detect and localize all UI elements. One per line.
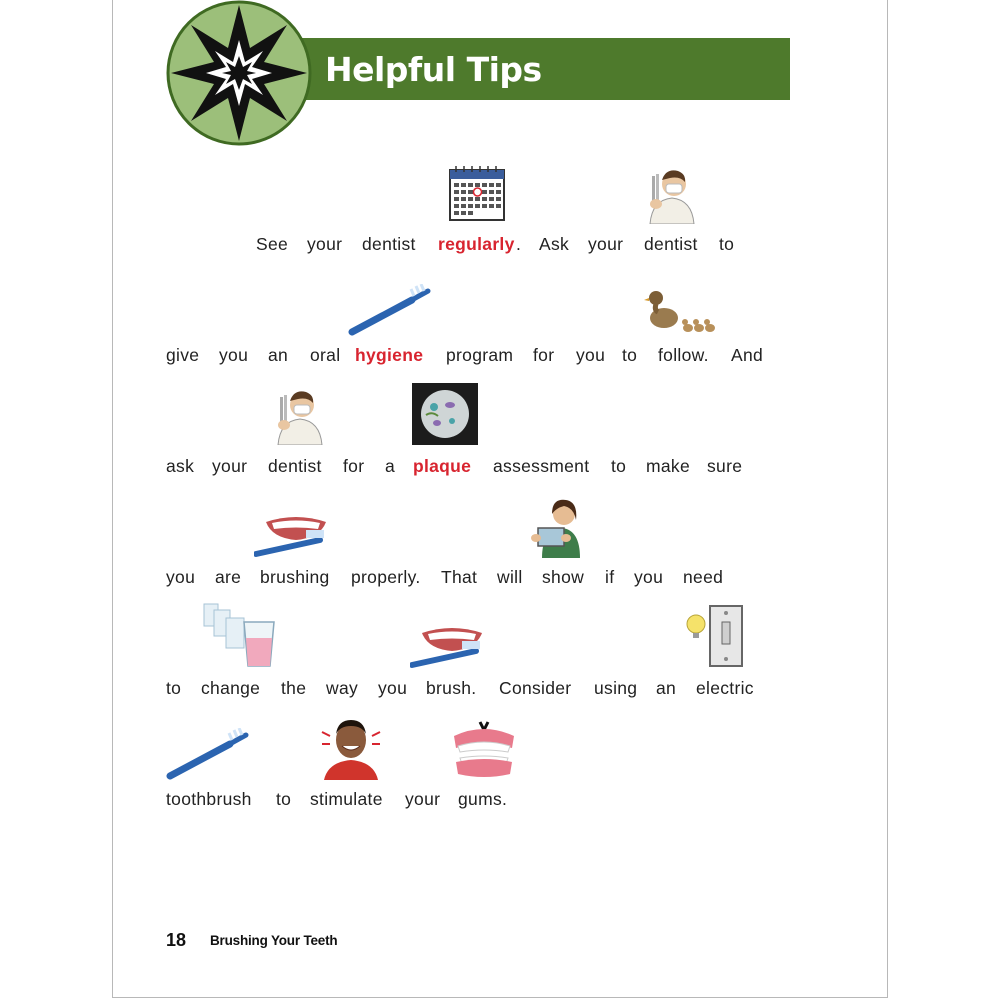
word: for <box>343 456 365 476</box>
word: sure <box>707 456 743 476</box>
word: to <box>719 234 735 254</box>
change-glasses-icon <box>200 602 278 668</box>
brushing-teeth-icon <box>410 625 492 669</box>
dentist-icon <box>272 383 328 445</box>
word: your <box>588 234 624 254</box>
word: your <box>307 234 343 254</box>
word: show <box>542 567 585 587</box>
word: to <box>166 678 182 698</box>
word: properly. <box>351 567 421 587</box>
word: That <box>441 567 478 587</box>
highlight-word: plaque <box>413 456 472 476</box>
ducks-following-icon <box>644 286 716 336</box>
word: change <box>201 678 261 698</box>
page-number: 18 <box>166 930 187 950</box>
page <box>112 0 888 998</box>
word: brushing <box>260 567 330 587</box>
word: will <box>497 567 523 587</box>
word: stimulate <box>310 789 383 809</box>
word: electric <box>696 678 754 698</box>
person-showing-icon <box>528 494 590 558</box>
word: way <box>326 678 359 698</box>
word: assessment <box>493 456 590 476</box>
word: oral <box>310 345 341 365</box>
word: dentist <box>362 234 416 254</box>
word: make <box>646 456 690 476</box>
starburst-icon <box>166 0 312 146</box>
dentist-icon <box>644 162 700 224</box>
word: need <box>683 567 724 587</box>
word: give <box>166 345 200 365</box>
word: dentist <box>644 234 698 254</box>
word: the <box>281 678 307 698</box>
word: follow. <box>658 345 709 365</box>
word: are <box>215 567 242 587</box>
word: an <box>656 678 677 698</box>
page-title: Helpful Tips <box>325 50 542 89</box>
word: And <box>731 345 764 365</box>
text-line <box>0 789 1000 813</box>
word: Ask <box>539 234 570 254</box>
word: you <box>219 345 249 365</box>
toothbrush-icon <box>166 728 252 780</box>
calendar-icon <box>448 164 506 222</box>
word: for <box>533 345 555 365</box>
text-line <box>0 567 1000 591</box>
text-line <box>0 678 1000 702</box>
word: Consider <box>499 678 572 698</box>
word: dentist <box>268 456 322 476</box>
word: a <box>385 456 396 476</box>
word: you <box>166 567 196 587</box>
toothbrush-icon <box>348 284 434 336</box>
word: to <box>622 345 638 365</box>
word: you <box>378 678 408 698</box>
highlight-word: hygiene <box>355 345 424 365</box>
word: ask <box>166 456 195 476</box>
plaque-microscope-icon <box>412 383 478 445</box>
word: your <box>405 789 441 809</box>
word: to <box>611 456 627 476</box>
running-title: Brushing Your Teeth <box>210 933 338 948</box>
word: an <box>268 345 289 365</box>
text-line <box>0 234 1000 258</box>
word: gums. <box>458 789 508 809</box>
word: . <box>516 234 522 254</box>
word: you <box>634 567 664 587</box>
word: using <box>594 678 638 698</box>
word: your <box>212 456 248 476</box>
word: toothbrush <box>166 789 252 809</box>
highlight-word: regularly <box>438 234 515 254</box>
word: you <box>576 345 606 365</box>
stimulated-face-icon <box>318 716 384 780</box>
text-line <box>0 456 1000 480</box>
gums-teeth-icon <box>448 720 520 780</box>
word: program <box>446 345 514 365</box>
light-switch-icon <box>684 604 746 668</box>
word: if <box>605 567 615 587</box>
word: to <box>276 789 292 809</box>
word: See <box>256 234 289 254</box>
text-line <box>0 345 1000 369</box>
word: brush. <box>426 678 477 698</box>
brushing-teeth-icon <box>254 514 336 558</box>
